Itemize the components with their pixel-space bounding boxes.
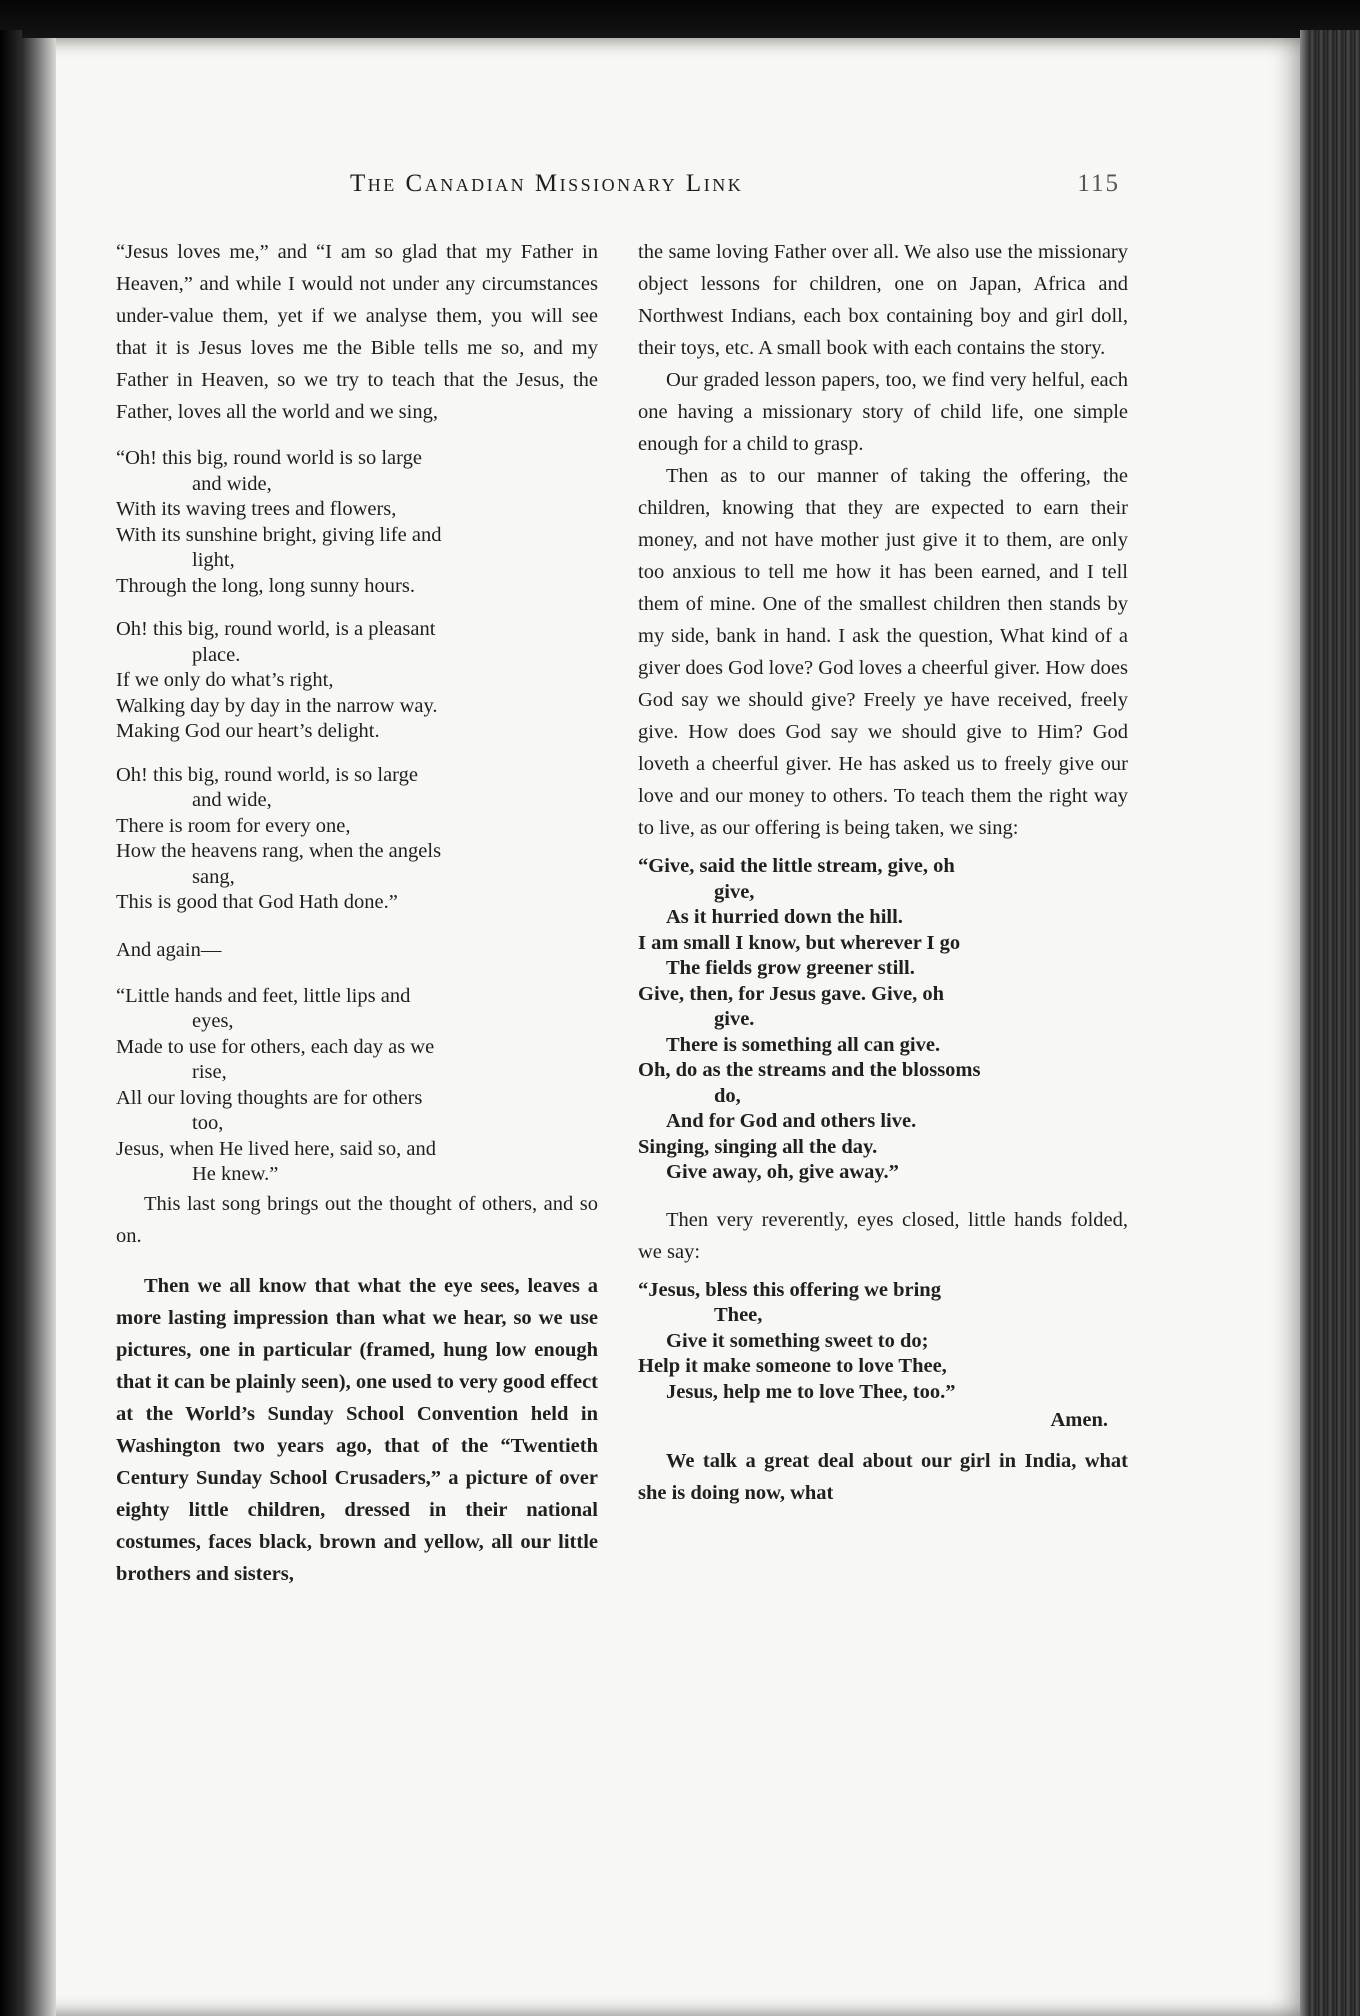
gutter-shadow [22,38,56,2016]
verse-line: “Oh! this big, round world is so large [116,447,422,469]
poem-stanza-2 [116,617,598,745]
verse-line: This is good that God Hath done.” [116,891,398,913]
verse-line: As it hurried down the hill. [666,906,903,928]
verse-line: give, [714,880,755,903]
verse-line: Jesus, when He lived here, said so, and [116,1137,436,1160]
book-binding-left [0,30,22,2016]
verse-line: All our loving thoughts are for others [116,1086,423,1109]
page-edges-right [1300,30,1360,2016]
verse-line: How the heavens rang, when the angels [116,840,442,862]
right-paragraph-3: Then as to our manner of taking the offering, the children, knowing that they are expected to earn their money, and not have mother just give it to them, are only too anxious to tell me how it has been earned, and I tell them of mine. One of the smallest children then stands by my side, bank in hand. I ask the question, What kind of a giver does God love? God loves a cheerful giver. How does God say we should give? Freely ye have received, freely give. How does God say we should give to Him? God loveth a cheerful giver. He has asked us to freely give our love and our money to others. To teach them the right way to live, as our offering is being taken, we sing: [638,465,1128,839]
poem-stanza-3 [116,763,598,916]
verse-line: eyes, [192,1010,234,1032]
verse-line: Making God our heart’s delight. [116,720,380,742]
verse-line: “Give, said the little stream, give, oh [638,855,955,877]
verse-line: With its sunshine bright, giving life and [116,523,442,546]
verse-line: rise, [192,1061,227,1083]
right-paragraph-2: Our graded lesson papers, too, we find very helful, each one having a missionary story of child life, one simple enough for a child to grasp. [638,369,1128,455]
verse-line: Oh! this big, round world, is so large [116,763,418,786]
offering-song [638,854,1128,1186]
verse-line: place. [192,643,241,666]
offering-prayer [638,1278,1128,1436]
right-paragraph-4: Then very reverently, eyes closed, little hands folded, we say: [638,1208,1128,1263]
verse-line: Give, then, for Jesus gave. Give, oh [638,982,944,1005]
verse-line: He knew.” [192,1163,279,1185]
verse-line: The fields grow greener still. [666,957,915,979]
verse-line: And for God and others live. [666,1110,917,1132]
verse-line: With its waving trees and flowers, [116,498,397,520]
verse-line: sang, [192,865,235,888]
verse-line: Give it something sweet to do; [666,1329,929,1352]
verse-line: There is room for every one, [116,814,351,837]
verse-line: Help it make someone to love Thee, [638,1355,947,1377]
verse-line: and wide, [192,472,272,495]
verse-line: Walking day by day in the narrow way. [116,694,438,717]
left-paragraph-2: This last song brings out the thought of others, and so on. [116,1192,598,1247]
verse-line: do, [714,1084,741,1107]
verse-line: give. [714,1008,755,1030]
verse-line: and wide, [192,789,272,811]
poem-stanza-4 [116,984,598,1188]
right-paragraph-5: We talk a great deal about our girl in India, what she is doing now, what [638,1450,1128,1504]
verse-line: “Little hands and feet, little lips and [116,984,411,1007]
verse-line: Made to use for others, each day as we [116,1035,435,1058]
left-paragraph-3: Then we all know that what the eye sees, leaves a more lasting impression than what we hear, so we use pictures, one in particular (framed, hung low enough that it can be plainly seen), one used to very good effect at the World’s Sunday School Convention held in Washington two years ago, that of the “Twentieth Century Sunday School Crusaders,” a picture of over eighty little children, dressed in their national costumes, faces black, brown and yellow, all our little brothers and sisters, [116,1274,598,1585]
verse-line: too, [192,1112,224,1134]
verse-line: Oh! this big, round world, is a pleasant [116,618,436,640]
right-paragraph-1: the same loving Father over all. We also use the missionary object lessons for children, one on Japan, Africa and Northwest Indians, each box containing boy and girl doll, their toys, etc. A small book with each contains the story. [638,241,1128,359]
verse-line: Singing, singing all the day. [638,1135,878,1158]
right-column [638,236,1128,1509]
verse-line: Give away, oh, give away.” [666,1161,899,1183]
page-number: 115 [1077,170,1120,197]
verse-line: Thee, [714,1304,763,1326]
verse-line: “Jesus, bless this offering we bring [638,1278,941,1301]
verse-line: There is something all can give. [666,1033,941,1056]
running-header [350,170,1120,204]
left-paragraph-1: “Jesus loves me,” and “I am so glad that my Father in Heaven,” and while I would not under any circumstances under-value them, yet if we analyse them, you will see that it is Jesus loves me the Bible tells me so, and my Father in Heaven, so we try to teach that the Jesus, the Father, loves all the world and we sing, [116,241,598,423]
verse-line: Jesus, help me to love Thee, too.” [666,1380,956,1403]
amen-line: Amen. [1050,1409,1108,1431]
verse-line: light, [192,549,235,571]
verse-line: I am small I know, but wherever I go [638,931,961,954]
publication-title: The Canadian Missionary Link [350,170,744,197]
left-column [116,236,598,1590]
scan-border-top [0,0,1360,42]
verse-line: Through the long, long sunny hours. [116,574,415,597]
and-again-line: And again— [116,938,222,961]
verse-line: If we only do what’s right, [116,669,334,691]
poem-stanza-1 [116,446,598,599]
verse-line: Oh, do as the streams and the blossoms [638,1059,981,1081]
